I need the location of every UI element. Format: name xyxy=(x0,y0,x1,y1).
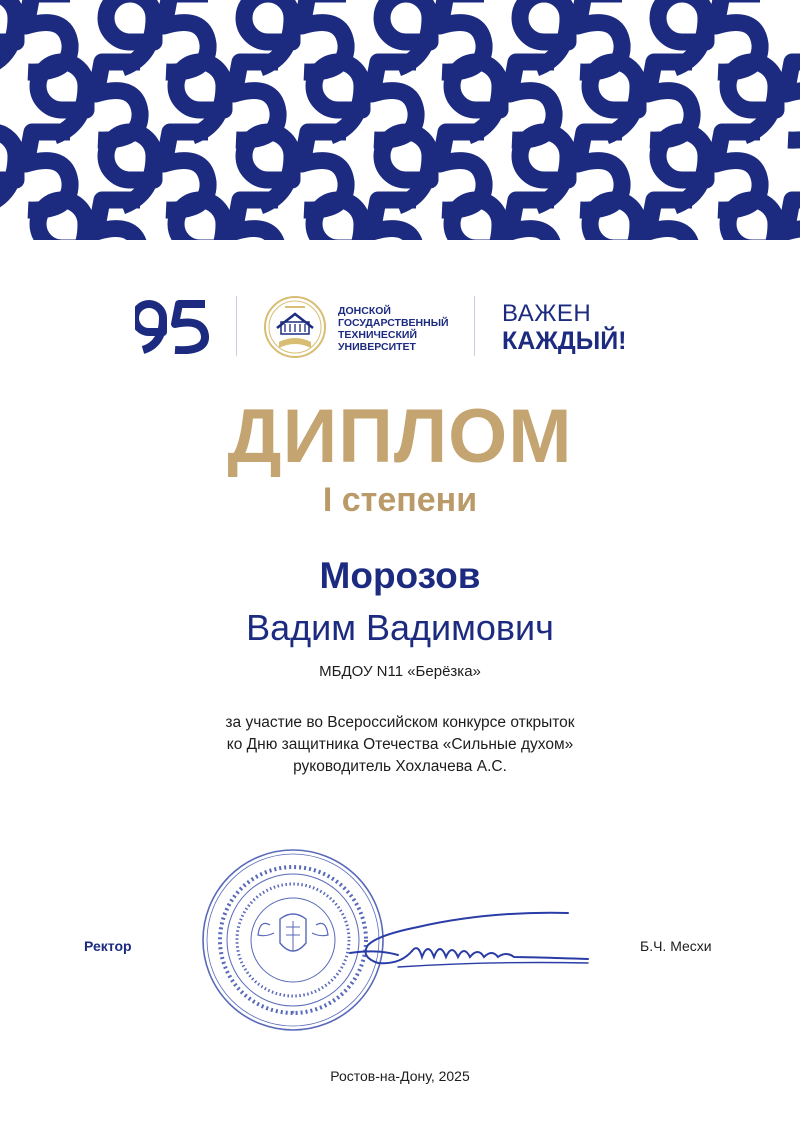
dstu-emblem-icon xyxy=(263,294,327,360)
university-name-line: ТЕХНИЧЕСКИЙ xyxy=(338,329,418,341)
decorative-95-pattern xyxy=(0,0,800,240)
city-and-year: Ростов-на-Дону, 2025 xyxy=(330,1068,470,1084)
signatory-name: Б.Ч. Месхи xyxy=(640,938,712,954)
logo-divider xyxy=(474,296,475,356)
university-name-line: УНИВЕРСИТЕТ xyxy=(338,341,416,353)
description-line: руководитель Хохлачева А.С. xyxy=(293,758,507,775)
award-description xyxy=(0,712,800,778)
description-line: за участие во Всероссийском конкурсе открыток xyxy=(225,714,575,731)
svg-text:*: * xyxy=(291,1009,295,1019)
logo-divider xyxy=(236,296,237,356)
signatory-position: Ректор xyxy=(84,938,132,954)
description-line: ко Дню защитника Отечества «Сильные духом» xyxy=(226,736,574,753)
number-95-icon xyxy=(135,298,211,354)
recipient-organization: МБДОУ N11 «Берёзка» xyxy=(319,663,481,680)
university-name-line: ГОСУДАРСТВЕННЫЙ xyxy=(338,317,449,329)
logos-row xyxy=(0,292,800,362)
diploma-title: ДИПЛОМ xyxy=(227,394,573,479)
university-name-line: ДОНСКОЙ xyxy=(338,305,391,317)
slogan xyxy=(502,300,627,355)
recipient-surname: Морозов xyxy=(319,555,481,596)
slogan-line-2: КАЖДЫЙ! xyxy=(502,327,627,355)
handwritten-signature-icon xyxy=(338,905,600,985)
diploma-degree: I степени xyxy=(322,481,478,519)
recipient-given-names: Вадим Вадимович xyxy=(246,607,554,648)
university-name xyxy=(338,305,468,353)
slogan-line-1: ВАЖЕН xyxy=(502,300,592,327)
